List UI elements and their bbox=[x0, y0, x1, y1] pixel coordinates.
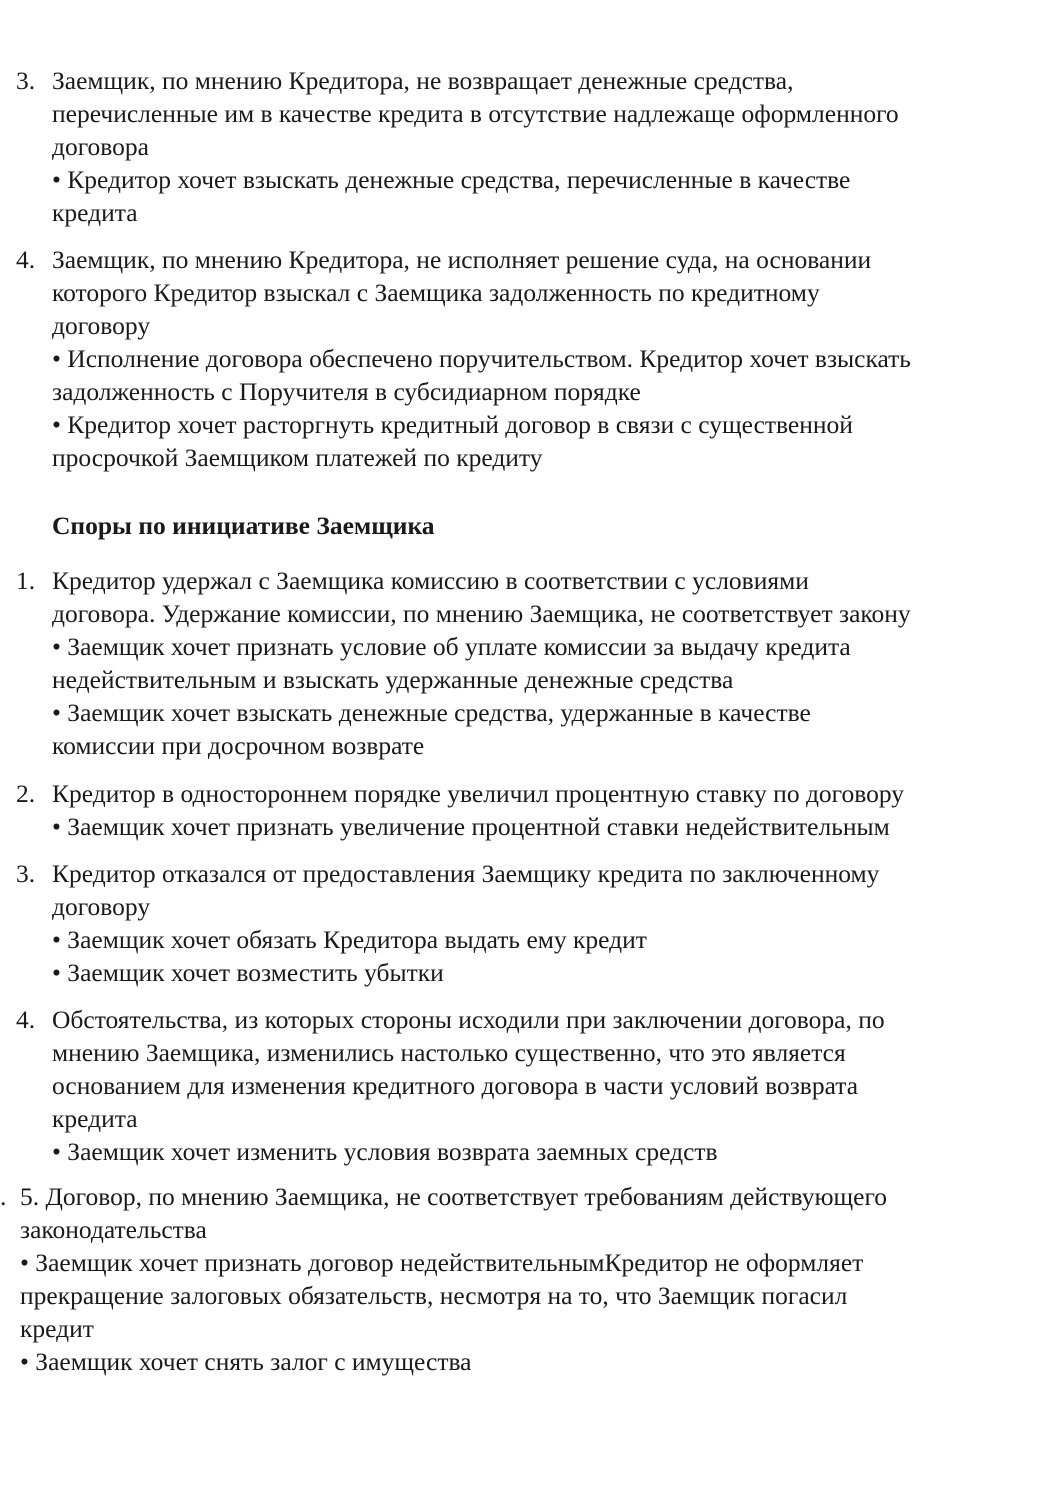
bullet-line: задолженность с Поручителя в субсидиарном порядке bbox=[52, 377, 641, 406]
item-text-line: Кредитор удержал с Заемщика комиссию в соответствии с условиями bbox=[52, 566, 809, 595]
bullet-line: просрочкой Заемщиком платежей по кредиту bbox=[52, 443, 543, 472]
bullet-line: • Заемщик хочет признать договор недействительнымКредитор не оформляет bbox=[20, 1248, 864, 1277]
bullet-line: • Заемщик хочет взыскать денежные средства, удержанные в качестве bbox=[52, 698, 811, 727]
bullet-line: комиссии при досрочном возврате bbox=[52, 731, 425, 760]
bullet-line: недействительным и взыскать удержанные денежные средства bbox=[52, 665, 734, 694]
section-heading: Споры по инициативе Заемщика bbox=[52, 511, 435, 540]
bullet-line: • Заемщик хочет снять залог с имущества bbox=[20, 1347, 472, 1376]
bullet-line: прекращение залоговых обязательств, несмотря на то, что Заемщик погасил bbox=[20, 1281, 848, 1310]
stray-marker: . bbox=[0, 1182, 7, 1211]
list-item-b4 bbox=[0, 1003, 1061, 1168]
bullet-line: • Заемщик хочет изменить условия возврата заемных средств bbox=[52, 1137, 718, 1166]
item-number: 3. bbox=[16, 66, 36, 95]
item-text-line: договору bbox=[52, 892, 151, 921]
list-item-a3 bbox=[0, 64, 1061, 229]
bullet-line: кредит bbox=[20, 1314, 94, 1343]
bullet-line: • Заемщик хочет признать увеличение процентной ставки недействительным bbox=[52, 812, 890, 841]
list-item-b3 bbox=[0, 857, 1061, 989]
item-text-line: 5. Договор, по мнению Заемщика, не соответствует требованиям действующего bbox=[20, 1182, 888, 1211]
item-number: 4. bbox=[16, 245, 36, 274]
item-text-line: Заемщик, по мнению Кредитора, не исполняет решение суда, на основании bbox=[52, 245, 872, 274]
item-number: 4. bbox=[16, 1005, 36, 1034]
item-text-line: мнению Заемщика, изменились настолько существенно, что это является bbox=[52, 1038, 846, 1067]
item-text-line: договора. Удержание комиссии, по мнению Заемщика, не соответствует закону bbox=[52, 599, 911, 628]
item-number: 2. bbox=[16, 779, 36, 808]
item-number: 3. bbox=[16, 859, 36, 888]
item-text-line: Кредитор в одностороннем порядке увеличил процентную ставку по договору bbox=[52, 779, 905, 808]
item-text-line: кредита bbox=[52, 1104, 138, 1133]
bullet-line: • Исполнение договора обеспечено поручительством. Кредитор хочет взыскать bbox=[52, 344, 911, 373]
item-text-line: основанием для изменения кредитного договора в части условий возврата bbox=[52, 1071, 859, 1100]
item-text-line: перечисленные им в качестве кредита в отсутствие надлежаще оформленного bbox=[52, 99, 899, 128]
bullet-line: • Заемщик хочет признать условие об уплате комиссии за выдачу кредита bbox=[52, 632, 851, 661]
list-item-b1 bbox=[0, 564, 1061, 762]
item-number: 1. bbox=[16, 566, 36, 595]
list-item-b5 bbox=[0, 1180, 1061, 1378]
list-item-a4 bbox=[0, 243, 1061, 474]
item-text-line: Заемщик, по мнению Кредитора, не возвращает денежные средства, bbox=[52, 66, 794, 95]
item-text-line: Обстоятельства, из которых стороны исходили при заключении договора, по bbox=[52, 1005, 885, 1034]
item-text-line: законодательства bbox=[20, 1215, 207, 1244]
bullet-line: • Заемщик хочет обязать Кредитора выдать ему кредит bbox=[52, 925, 647, 954]
bullet-line: • Заемщик хочет возместить убытки bbox=[52, 958, 444, 987]
list-item-b2 bbox=[0, 777, 1061, 843]
item-text-line: которого Кредитор взыскал с Заемщика задолженность по кредитному bbox=[52, 278, 820, 307]
item-text-line: Кредитор отказался от предоставления Заемщику кредита по заключенному bbox=[52, 859, 880, 888]
bullet-line: • Кредитор хочет взыскать денежные средства, перечисленные в качестве bbox=[52, 165, 851, 194]
item-text-line: договора bbox=[52, 132, 149, 161]
item-text-line: договору bbox=[52, 311, 151, 340]
bullet-line: • Кредитор хочет расторгнуть кредитный договор в связи с существенной bbox=[52, 410, 853, 439]
bullet-line: кредита bbox=[52, 198, 138, 227]
